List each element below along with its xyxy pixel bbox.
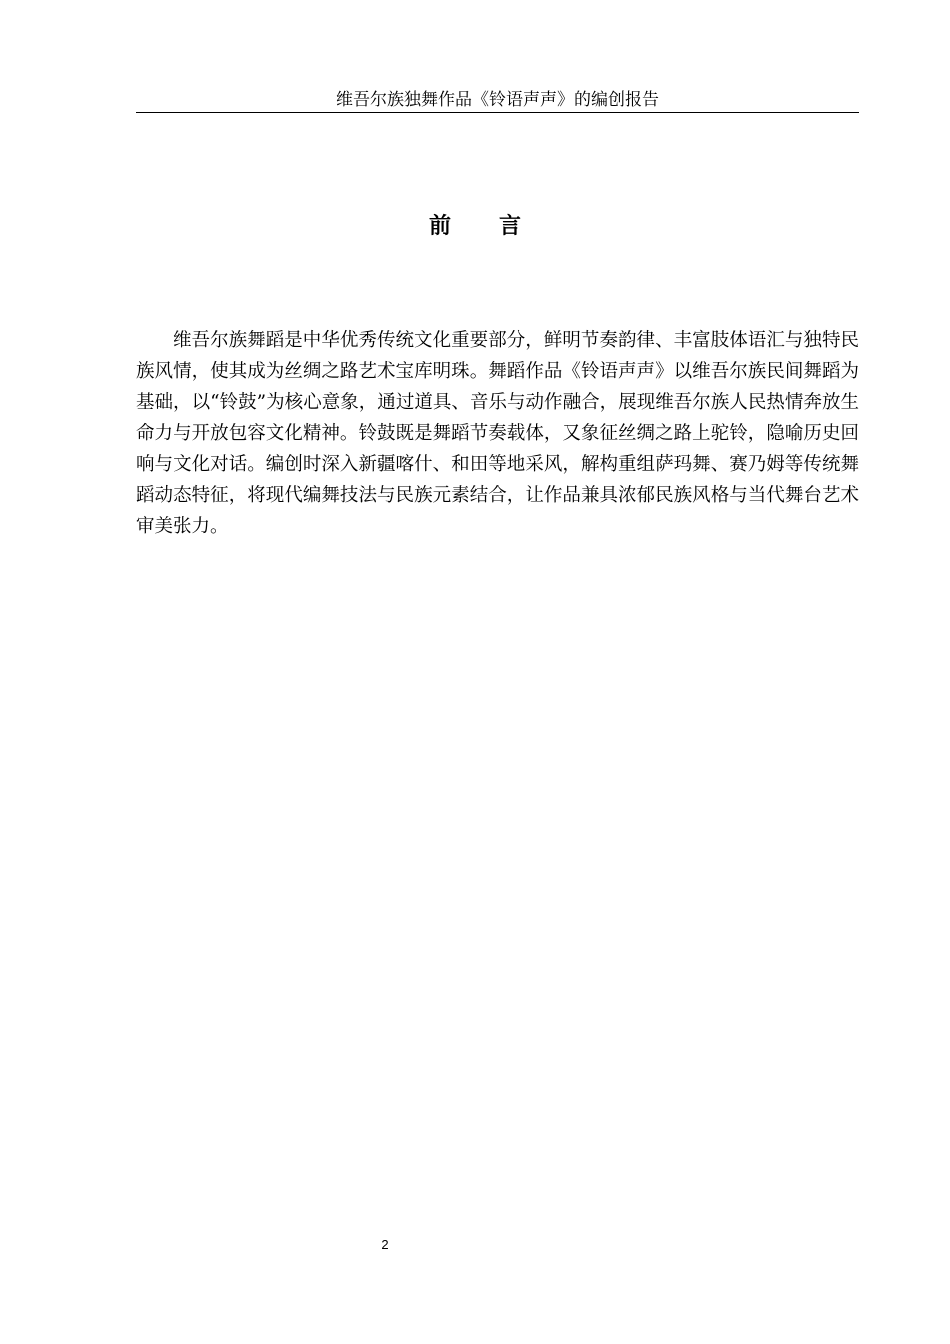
page-number: 2	[381, 1237, 389, 1252]
body-paragraph: 维吾尔族舞蹈是中华优秀传统文化重要部分，鲜明节奏韵律、丰富肢体语汇与独特民族风情，使其成为丝绸之路艺术宝库明珠。舞蹈作品《铃语声声》以维吾尔族民间舞蹈为基础，以“铃鼓”为核心意象，通过道具、音乐与动作融合，展现维吾尔族人民热情奔放生命力与开放包容文化精神。铃鼓既是舞蹈节奏载体，又象征丝绸之路上驼铃，隐喻历史回响与文化对话。编创时深入新疆喀什、和田等地采风，解构重组萨玛舞、赛乃姆等传统舞蹈动态特征，将现代编舞技法与民族元素结合，让作品兼具浓郁民族风格与当代舞台艺术审美张力。	[136, 330, 859, 537]
header-rule	[136, 112, 859, 113]
section-title: 前言	[428, 214, 569, 239]
running-header-title: 维吾尔族独舞作品《铃语声声》的编创报告	[336, 90, 659, 110]
